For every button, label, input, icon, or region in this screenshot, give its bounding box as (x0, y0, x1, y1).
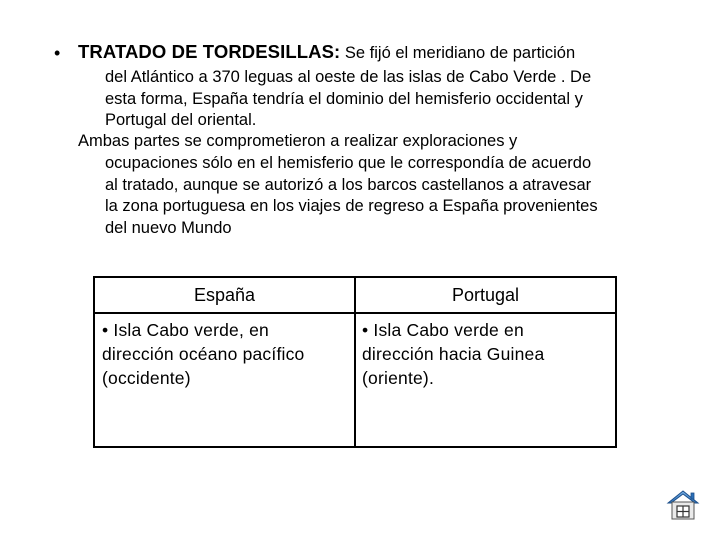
paragraph2-line-2: ocupaciones sólo en el hemisferio que le correspondía de acuerdo (105, 154, 592, 172)
table-cell-portugal: • Isla Cabo verde en dirección hacia Guinea (oriente). (362, 320, 545, 388)
treaty-title: TRATADO DE TORDESILLAS: (78, 41, 341, 62)
home-icon[interactable] (666, 488, 700, 522)
table-header-espana: España (193, 285, 256, 305)
paragraph2-line-3: al tratado, aunque se autorizó a los barcos castellanos a atravesar (105, 176, 592, 194)
paragraph2-line-1: Ambas partes se comprometieron a realizar exploraciones y (78, 132, 518, 150)
paragraph1-line-3: Portugal del oriental. (105, 111, 257, 129)
paragraph1-line-1: del Atlántico a 370 leguas al oeste de las islas de Cabo Verde . De (105, 68, 592, 86)
table-cell-espana: • Isla Cabo verde, en dirección océano pacífico (occidente) (102, 320, 305, 388)
paragraph1-line-2: esta forma, España tendría el dominio del hemisferio occidental y (105, 90, 583, 108)
paragraph2-line-5: del nuevo Mundo (105, 219, 232, 237)
comparison-table (93, 276, 617, 448)
heading-line (78, 42, 575, 63)
bullet-icon: • (54, 43, 61, 63)
table-header-portugal: Portugal (451, 285, 520, 305)
table-row-divider (95, 312, 615, 314)
paragraph2-line-4: la zona portuguesa en los viajes de regreso a España provenientes (105, 197, 598, 215)
heading-text: Se fijó el meridiano de partición (340, 44, 576, 62)
